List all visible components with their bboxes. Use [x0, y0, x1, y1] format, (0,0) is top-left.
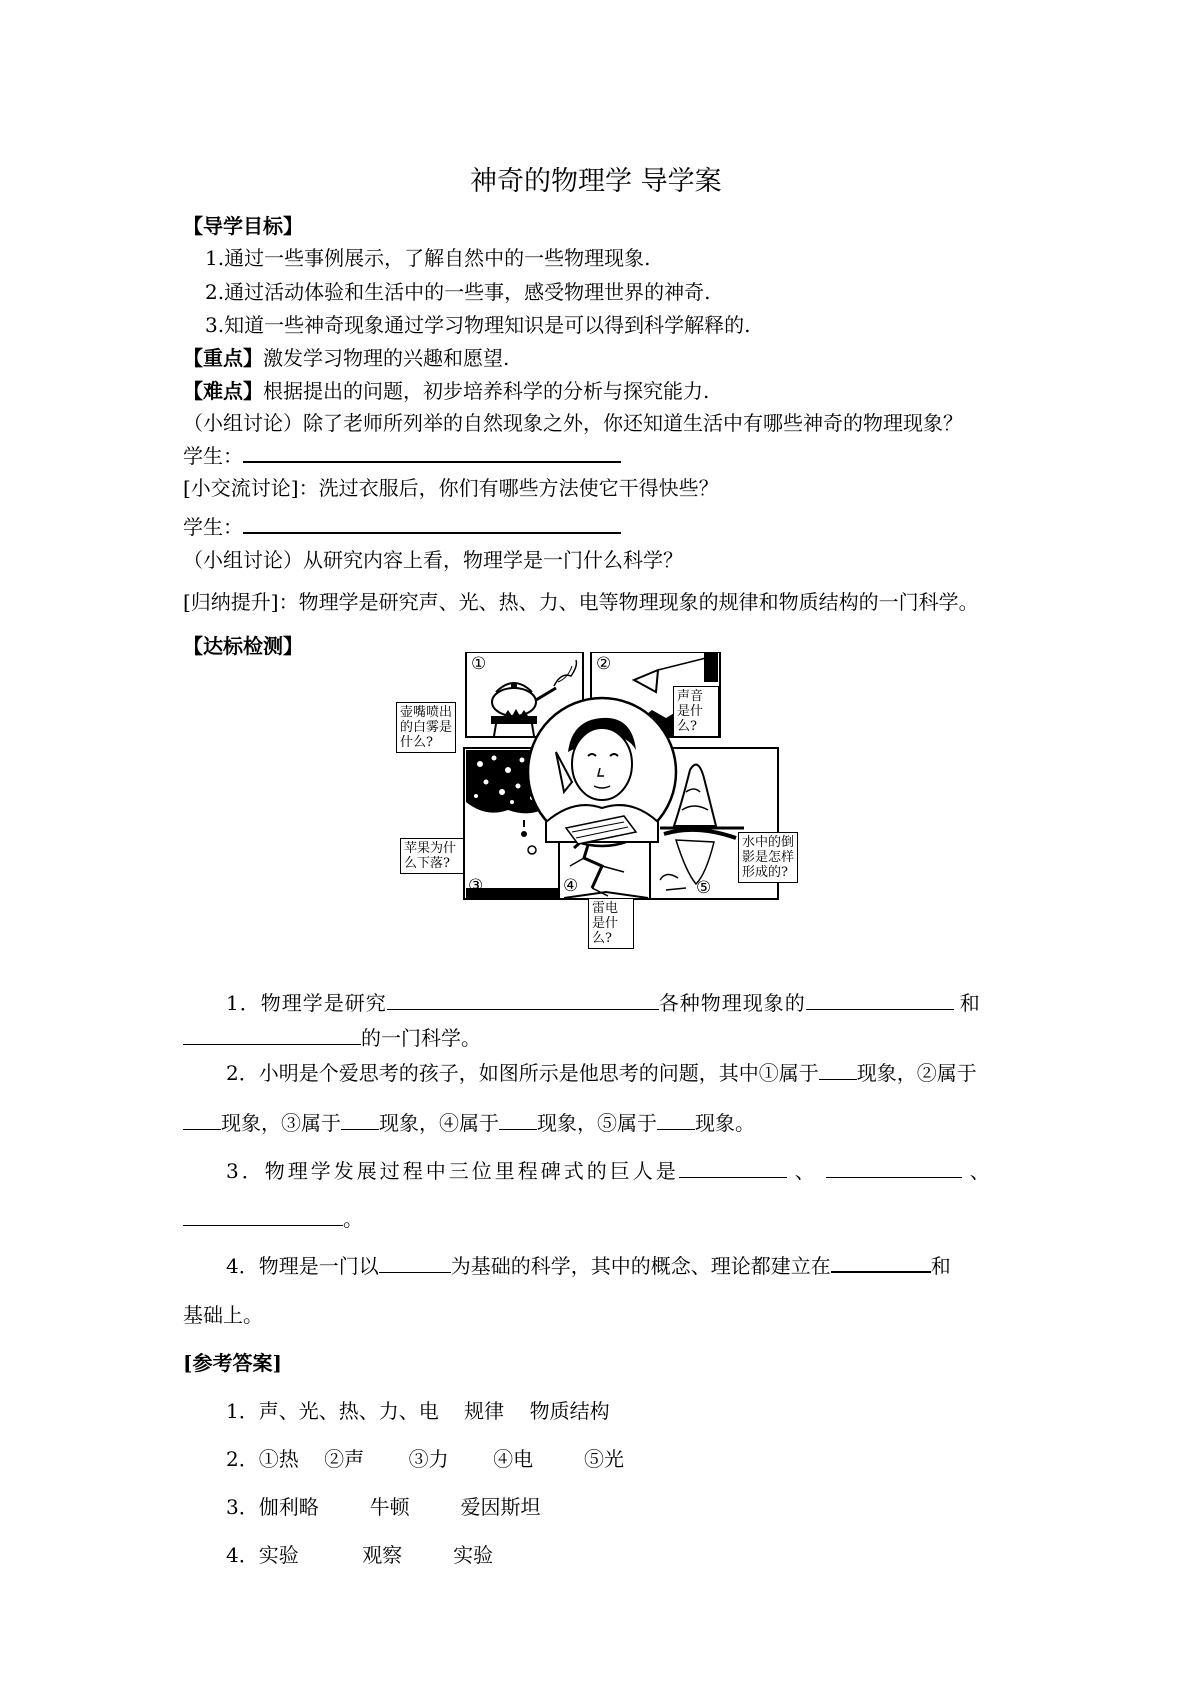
- question-4-text-a: 4．物理是一门以: [226, 1254, 379, 1278]
- speech-bubble-reflection: 水中的倒影是怎样形成的?: [738, 832, 798, 883]
- answer-blank[interactable]: [183, 1026, 361, 1045]
- question-1-text-d: 的一门科学。: [361, 1026, 481, 1050]
- question-4-line-1: [226, 1253, 951, 1279]
- objectives-heading: 【导学目标】: [183, 214, 303, 238]
- panel-number-2: ②: [596, 654, 612, 674]
- answer-blank[interactable]: [183, 1207, 343, 1226]
- answer-blank[interactable]: [387, 991, 659, 1010]
- answer-blank[interactable]: [826, 1159, 962, 1178]
- answer-blank[interactable]: [679, 1159, 787, 1178]
- thinking-boy-illustration: [396, 652, 795, 946]
- difficulty-label: 【难点】: [183, 379, 263, 403]
- question-1-text-b: 各种物理现象的: [658, 991, 806, 1015]
- answer-blank[interactable]: [806, 991, 954, 1010]
- speech-bubble-apple: 苹果为什么下落?: [400, 838, 464, 874]
- key-point-text: 激发学习物理的兴趣和愿望.: [263, 346, 510, 370]
- difficulty-text: 根据提出的问题，初步培养科学的分析与探究能力.: [263, 379, 710, 403]
- panel-number-4: ④: [563, 876, 579, 896]
- question-1-line-2: [183, 1025, 481, 1051]
- discussion-2-question: [小交流讨论]：洗过衣服后，你们有哪些方法使它干得快些？: [183, 476, 719, 500]
- answers-heading: [参考答案]: [183, 1351, 282, 1375]
- answer-3: 3．伽利略 牛顿 爱因斯坦: [226, 1495, 541, 1519]
- test-heading: 【达标检测】: [183, 634, 303, 658]
- question-4-line-2: 基础上。: [183, 1303, 263, 1327]
- answer-1: 1．声、光、热、力、电 规律 物质结构: [226, 1399, 610, 1423]
- question-2-text-f: 现象。: [695, 1111, 755, 1135]
- speech-bubble-sound: 声音是什么?: [673, 686, 719, 737]
- panel-number-5: ⑤: [696, 878, 712, 898]
- question-3-separator: 、: [969, 1159, 993, 1183]
- question-3-text-end: 。: [343, 1207, 363, 1231]
- question-1-line-1: [226, 990, 981, 1016]
- question-2-text-c: 现象，③属于: [221, 1111, 341, 1135]
- answer-blank[interactable]: [341, 1111, 379, 1130]
- objective-item-1: 1.通过一些事例展示，了解自然中的一些物理现象.: [205, 246, 651, 270]
- question-4-text-b: 为基础的科学，其中的概念、理论都建立在: [450, 1254, 831, 1278]
- question-1-text-c: 和: [959, 991, 981, 1015]
- discussion-1-answer-line: [183, 443, 621, 469]
- question-2-text-e: 现象，⑤属于: [537, 1111, 657, 1135]
- speech-bubble-steam: 壶嘴喷出的白雾是什么?: [396, 702, 456, 753]
- page-title: 神奇的物理学 导学案: [470, 166, 722, 197]
- question-3-line-2: [183, 1206, 363, 1232]
- discussion-3-question: （小组讨论）从研究内容上看，物理学是一门什么科学？: [183, 548, 683, 572]
- panel-number-1: ①: [471, 654, 487, 674]
- question-3-separator: 、: [794, 1159, 818, 1183]
- summary-text: [归纳提升]：物理学是研究声、光、热、力、电等物理现象的规律和物质结构的一门科学。: [183, 590, 979, 614]
- objective-item-2: 2.通过活动体验和生活中的一些事，感受物理世界的神奇.: [205, 280, 711, 304]
- objective-item-3: 3.知道一些神奇现象通过学习物理知识是可以得到科学解释的.: [205, 313, 751, 337]
- question-4-text-c: 和: [930, 1254, 951, 1278]
- question-2-text-b: 现象，②属于: [856, 1061, 977, 1085]
- key-point: [183, 345, 509, 371]
- question-2-text-a: 2．小明是个爱思考的孩子，如图所示是他思考的问题，其中①属于: [226, 1061, 819, 1085]
- answer-blank[interactable]: [819, 1061, 857, 1080]
- answer-blank[interactable]: [183, 1111, 221, 1130]
- difficulty: [183, 378, 709, 404]
- speech-bubble-lightning: 雷电是什么?: [588, 898, 634, 949]
- question-2-line-2: [183, 1110, 755, 1136]
- question-1-text-a: 1．物理学是研究: [226, 991, 387, 1015]
- question-2-text-d: 现象，④属于: [379, 1111, 499, 1135]
- answer-blank[interactable]: [379, 1254, 451, 1273]
- key-point-label: 【重点】: [183, 346, 263, 370]
- answer-blank[interactable]: [499, 1111, 537, 1130]
- discussion-2-answer-line: [183, 514, 621, 540]
- panel-number-3: ③: [468, 876, 484, 896]
- discussion-1-question: （小组讨论）除了老师所列举的自然现象之外，你还知道生活中有哪些神奇的物理现象？: [183, 411, 963, 435]
- question-2-line-1: [226, 1060, 977, 1086]
- answer-4: 4．实验 观察 实验: [226, 1543, 494, 1567]
- question-3-line-1: [226, 1158, 993, 1184]
- student-label: 学生：: [183, 515, 243, 539]
- answer-blank[interactable]: [243, 443, 621, 463]
- student-label: 学生：: [183, 444, 243, 468]
- answer-blank[interactable]: [243, 514, 621, 534]
- question-3-text-a: 3．物理学发展过程中三位里程碑式的巨人是: [226, 1159, 679, 1183]
- answer-blank[interactable]: [657, 1111, 695, 1130]
- answer-2: 2．①热 ②声 ③力 ④电 ⑤光: [226, 1447, 625, 1471]
- answer-blank[interactable]: [831, 1253, 931, 1273]
